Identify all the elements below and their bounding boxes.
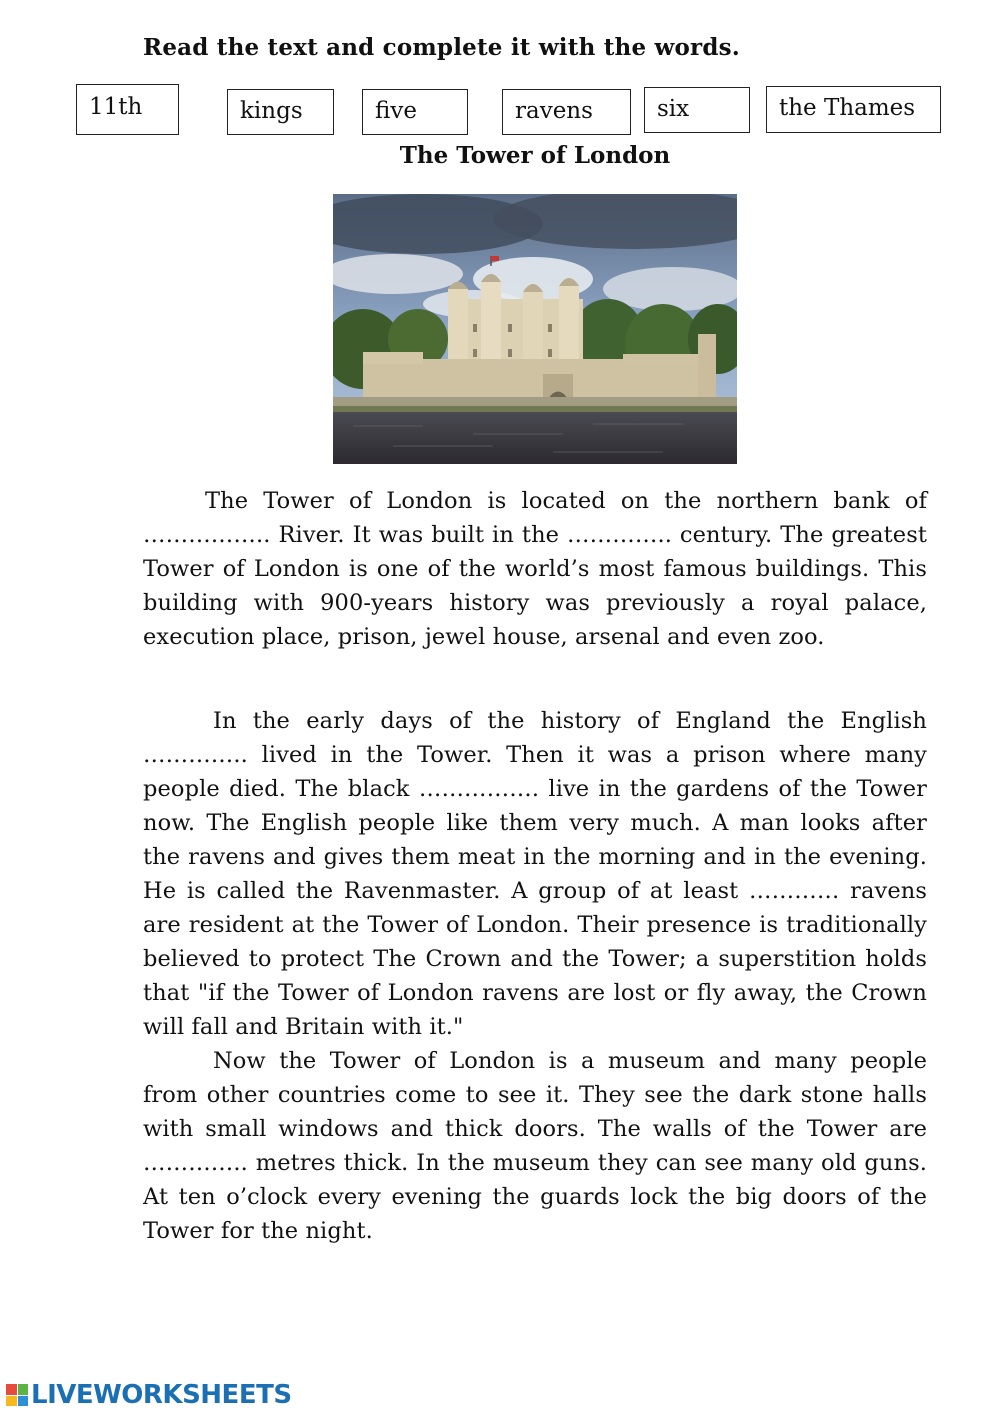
- word-bank-item-kings[interactable]: kings: [227, 89, 334, 135]
- footer-brand-text: LIVEWORKSHEETS: [31, 1380, 292, 1410]
- word-bank-item-11th[interactable]: 11th: [76, 84, 179, 135]
- paragraph-2: In the early days of the history of England the English ………….. lived in the Tower. Then it was a prison where many people died. The black ……………. live in the gardens of the Tower now. The English people like them very much. A man looks after the ravens and gives them meat in the morning and in the evening. He is called the Ravenmaster. A group of at least ………… ravens are resident at the Tower of London. Their presence is traditionally believed to protect The Crown and the Tower; a superstition holds that "if the Tower of London ravens are lost or fly away, the Crown will fall and Britain with it.": [143, 708, 927, 1040]
- liveworksheets-logo-icon: [6, 1384, 28, 1406]
- word-bank-item-five[interactable]: five: [362, 89, 468, 135]
- instruction-heading: Read the text and complete it with the words.: [143, 34, 740, 61]
- word-bank-item-the-thames[interactable]: the Thames: [766, 86, 941, 133]
- footer-brand[interactable]: [6, 1380, 292, 1410]
- word-bank-item-six[interactable]: six: [644, 87, 750, 133]
- paragraph-3: Now the Tower of London is a museum and many people from other countries come to see it. They see the dark stone halls with small windows and thick doors. The walls of the Tower are ………….. metres thick. In the museum they can see many old guns. At ten o’clock every evening the guards lock the big doors of the Tower for the night.: [143, 1048, 927, 1244]
- tower-of-london-photo: [333, 194, 737, 464]
- paragraph-1: The Tower of London is located on the northern bank of …………….. River. It was built in the ………….. century. The greatest Tower of London is one of the world’s most famous buildings. This building with 900-years history was previously a royal palace, execution place, prison, jewel house, arsenal and even zoo.: [143, 488, 927, 650]
- page-title: The Tower of London: [399, 142, 671, 169]
- word-bank-item-ravens[interactable]: ravens: [502, 89, 631, 135]
